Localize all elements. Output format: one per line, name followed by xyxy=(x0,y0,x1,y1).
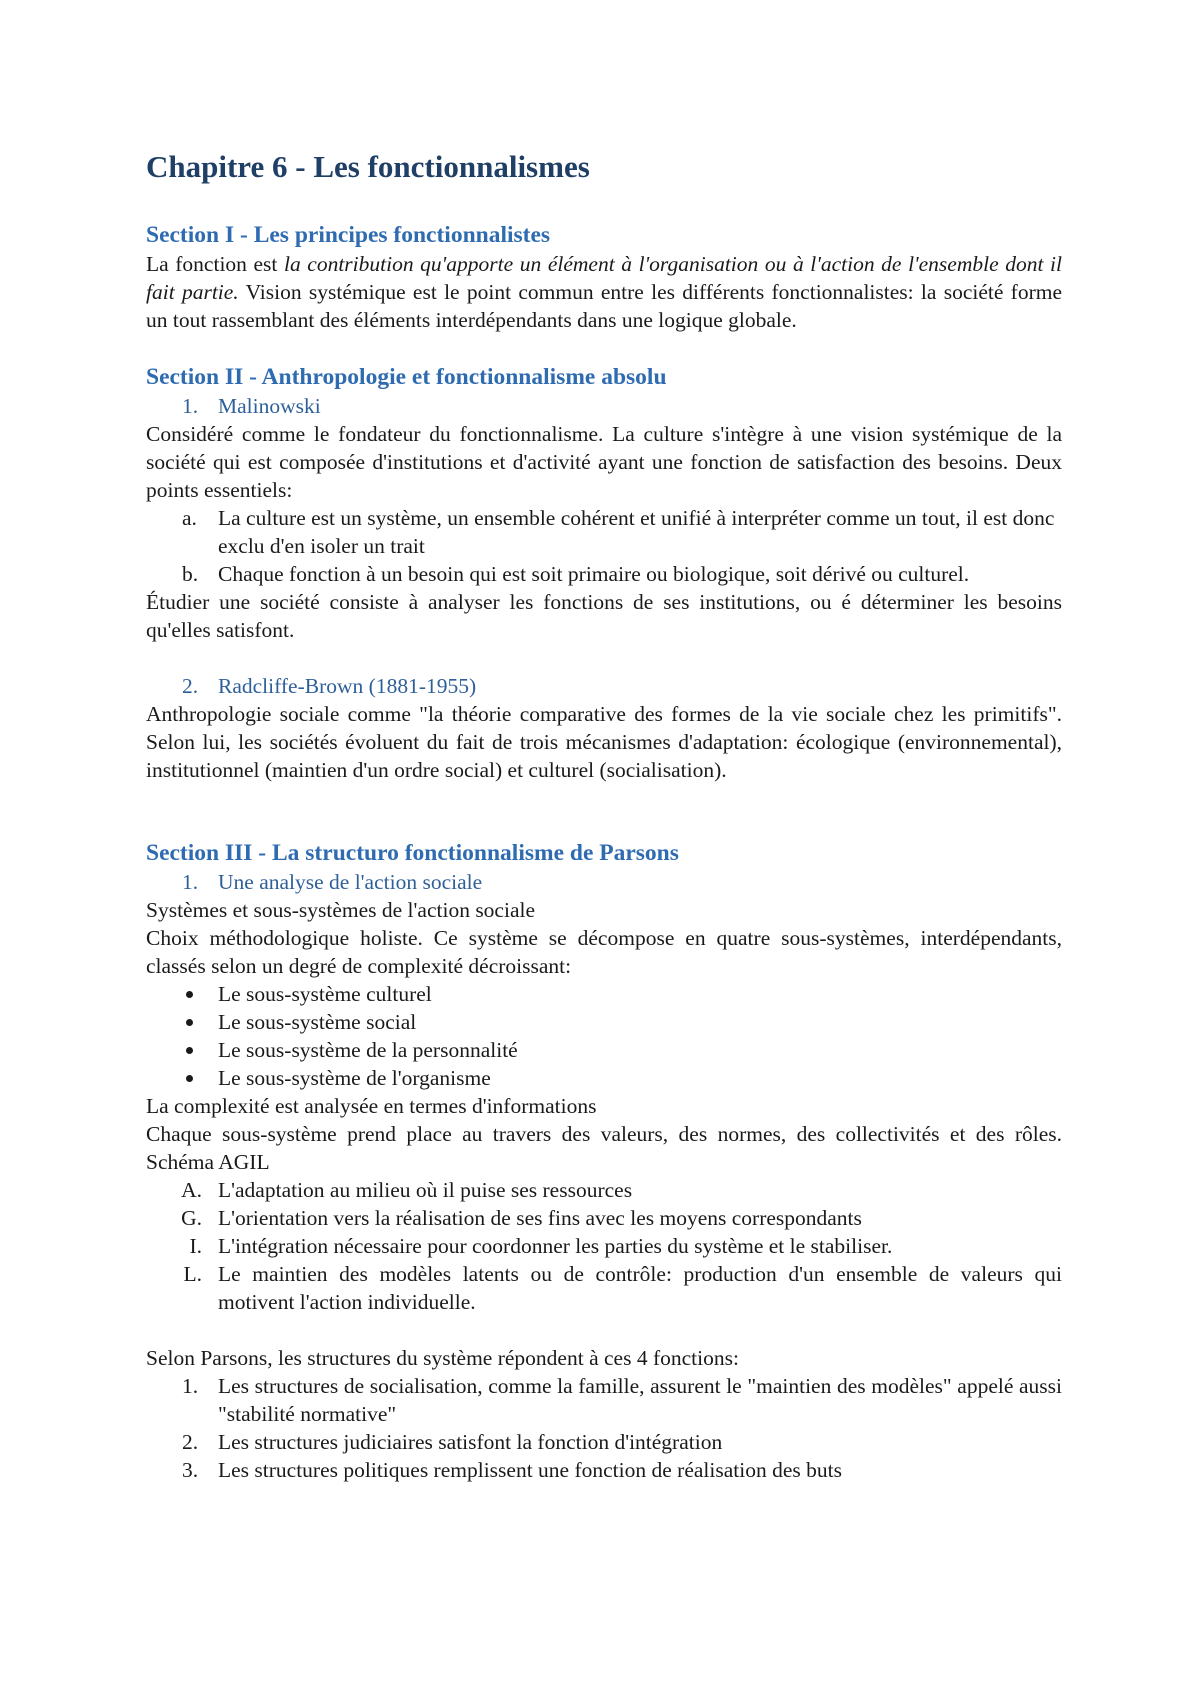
bullet-icon xyxy=(186,1036,216,1064)
list-item xyxy=(146,1428,1062,1456)
list-number: 2. xyxy=(182,1430,199,1454)
systems-line: Systèmes et sous-systèmes de l'action sociale xyxy=(146,898,536,922)
list-item xyxy=(146,560,1062,588)
list-text: Le sous-système culturel xyxy=(218,982,432,1006)
list-item xyxy=(146,1204,1062,1232)
complexity-line: La complexité est analysée en termes d'informations xyxy=(146,1094,597,1118)
list-number: 2. xyxy=(182,674,199,698)
malinowski-conclusion: Étudier une société consiste à analyser les fonctions de ses institutions, ou é déterminer les besoins qu'elles satisfont. xyxy=(146,590,1062,642)
list-item xyxy=(146,1064,1062,1092)
bullet-icon xyxy=(186,1064,216,1092)
document-content xyxy=(146,148,1062,1484)
subsection-label: Radcliffe-Brown (1881-1955) xyxy=(218,674,477,698)
list-item xyxy=(146,504,1062,560)
list-text: Les structures judiciaires satisfont la fonction d'intégration xyxy=(218,1430,723,1454)
chapter-title: Chapitre 6 - Les fonctionnalismes xyxy=(146,149,590,184)
list-text: La culture est un système, un ensemble cohérent et unifié à interpréter comme un tout, il est donc exclu d'en isoler un trait xyxy=(218,506,1055,558)
list-marker: L. xyxy=(183,1262,202,1286)
list-item xyxy=(146,1176,1062,1204)
parsons-structures-intro: Selon Parsons, les structures du système répondent à ces 4 fonctions: xyxy=(146,1346,739,1370)
list-text: Le sous-système de la personnalité xyxy=(218,1038,518,1062)
list-item xyxy=(146,1008,1062,1036)
subsection-label: Une analyse de l'action sociale xyxy=(218,870,483,894)
list-number: 1. xyxy=(182,1374,199,1398)
bullet-icon xyxy=(186,1008,216,1036)
list-text: L'adaptation au milieu où il puise ses ressources xyxy=(218,1178,633,1202)
list-text: Les structures de socialisation, comme la famille, assurent le "maintien des modèles" appelé aussi "stabilité normative" xyxy=(218,1374,1062,1426)
list-number: 3. xyxy=(182,1458,199,1482)
list-number: 1. xyxy=(182,870,199,894)
subsection-action-sociale xyxy=(146,868,1062,896)
list-item xyxy=(146,980,1062,1008)
subsection-label: Malinowski xyxy=(218,394,321,418)
list-item xyxy=(146,1036,1062,1064)
section-1-paragraph xyxy=(146,250,1062,334)
subsection-malinowski xyxy=(146,392,1062,420)
section-2-heading: Section II - Anthropologie et fonctionnalisme absolu xyxy=(146,364,667,390)
list-marker: G. xyxy=(181,1206,202,1230)
function-definition: la contribution qu'apporte un élément à l'organisation ou à l'action de l'ensemble dont il fait partie. xyxy=(146,252,1062,304)
list-marker: a. xyxy=(182,506,197,530)
radcliffe-brown-paragraph: Anthropologie sociale comme "la théorie comparative des formes de la vie sociale chez les primitifs". Selon lui, les sociétés évoluent du fait de trois mécanismes d'adaptation: écologique (environnemental), institutionnel (maintien d'un ordre social) et culturel (socialisation). xyxy=(146,702,1062,782)
list-item xyxy=(146,1232,1062,1260)
list-item xyxy=(146,1456,1062,1484)
list-text: Le sous-système social xyxy=(218,1010,417,1034)
holism-paragraph: Choix méthodologique holiste. Ce système se décompose en quatre sous-systèmes, interdépendants, classés selon un degré de complexité décroissant: xyxy=(146,926,1062,978)
malinowski-paragraph: Considéré comme le fondateur du fonctionnalisme. La culture s'intègre à une vision systémique de la société qui est composée d'institutions et d'activité ayant une fonction de satisfaction des besoins. Deux points essentiels: xyxy=(146,422,1062,502)
section-3-heading: Section III - La structuro fonctionnalisme de Parsons xyxy=(146,840,679,866)
section-1-heading: Section I - Les principes fonctionnalistes xyxy=(146,222,551,248)
paragraph-lead: La fonction est xyxy=(146,252,284,276)
list-text: Le maintien des modèles latents ou de contrôle: production d'un ensemble de valeurs qui motivent l'action individuelle. xyxy=(218,1262,1062,1314)
bullet-icon xyxy=(186,980,216,1008)
list-marker: I. xyxy=(189,1234,202,1258)
subsection-radcliffe-brown xyxy=(146,672,1062,700)
list-marker: b. xyxy=(182,562,199,586)
list-text: Chaque fonction à un besoin qui est soit primaire ou biologique, soit dérivé ou culturel. xyxy=(218,562,970,586)
list-text: L'orientation vers la réalisation de ses fins avec les moyens correspondants xyxy=(218,1206,862,1230)
list-text: L'intégration nécessaire pour coordonner les parties du système et le stabiliser. xyxy=(218,1234,893,1258)
list-text: Les structures politiques remplissent une fonction de réalisation des buts xyxy=(218,1458,842,1482)
list-item xyxy=(146,1372,1062,1428)
list-number: 1. xyxy=(182,394,199,418)
list-marker: A. xyxy=(181,1178,202,1202)
paragraph-rest: Vision systémique est le point commun entre les différents fonctionnalistes: la société forme un tout rassemblant des éléments interdépendants dans une logique globale. xyxy=(146,280,1063,332)
agil-paragraph: Chaque sous-système prend place au travers des valeurs, des normes, des collectivités et des rôles. Schéma AGIL xyxy=(146,1122,1062,1174)
list-item xyxy=(146,1260,1062,1316)
list-text: Le sous-système de l'organisme xyxy=(218,1066,491,1090)
